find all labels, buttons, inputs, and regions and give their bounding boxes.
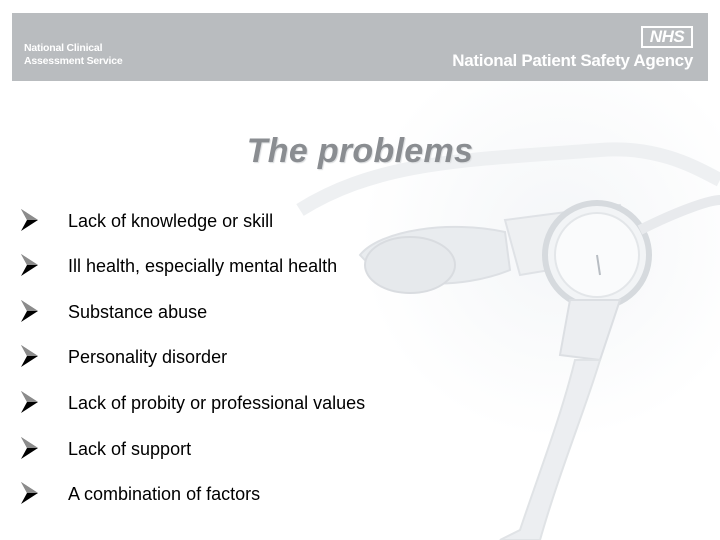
ncas-line-2: Assessment Service: [24, 55, 123, 67]
ncas-line-1: National Clinical: [24, 42, 103, 54]
bullet-text: A combination of factors: [68, 484, 261, 504]
arrow-bullet-icon: [18, 208, 40, 232]
nhs-logo: NHS: [641, 26, 693, 48]
arrow-bullet-icon: [18, 481, 40, 505]
arrow-bullet-icon: [18, 253, 40, 277]
arrow-bullet-icon: [18, 436, 40, 460]
bullet-text: Personality disorder: [68, 347, 228, 367]
arrow-bullet-icon: [18, 390, 40, 414]
npsa-name: National Patient Safety Agency: [452, 51, 693, 70]
bullet-text: Substance abuse: [68, 302, 208, 322]
bullet-text: Lack of probity or professional values: [68, 393, 366, 413]
slide-title: The problems: [246, 132, 474, 170]
bullet-text: Ill health, especially mental health: [68, 256, 338, 276]
ncas-logo-text: [24, 42, 123, 68]
arrow-bullet-icon: [18, 299, 40, 323]
bullet-text: Lack of support: [68, 439, 192, 459]
arrow-bullet-icon: [18, 344, 40, 368]
bullet-text: Lack of knowledge or skill: [68, 211, 274, 231]
header-band: [12, 13, 708, 81]
